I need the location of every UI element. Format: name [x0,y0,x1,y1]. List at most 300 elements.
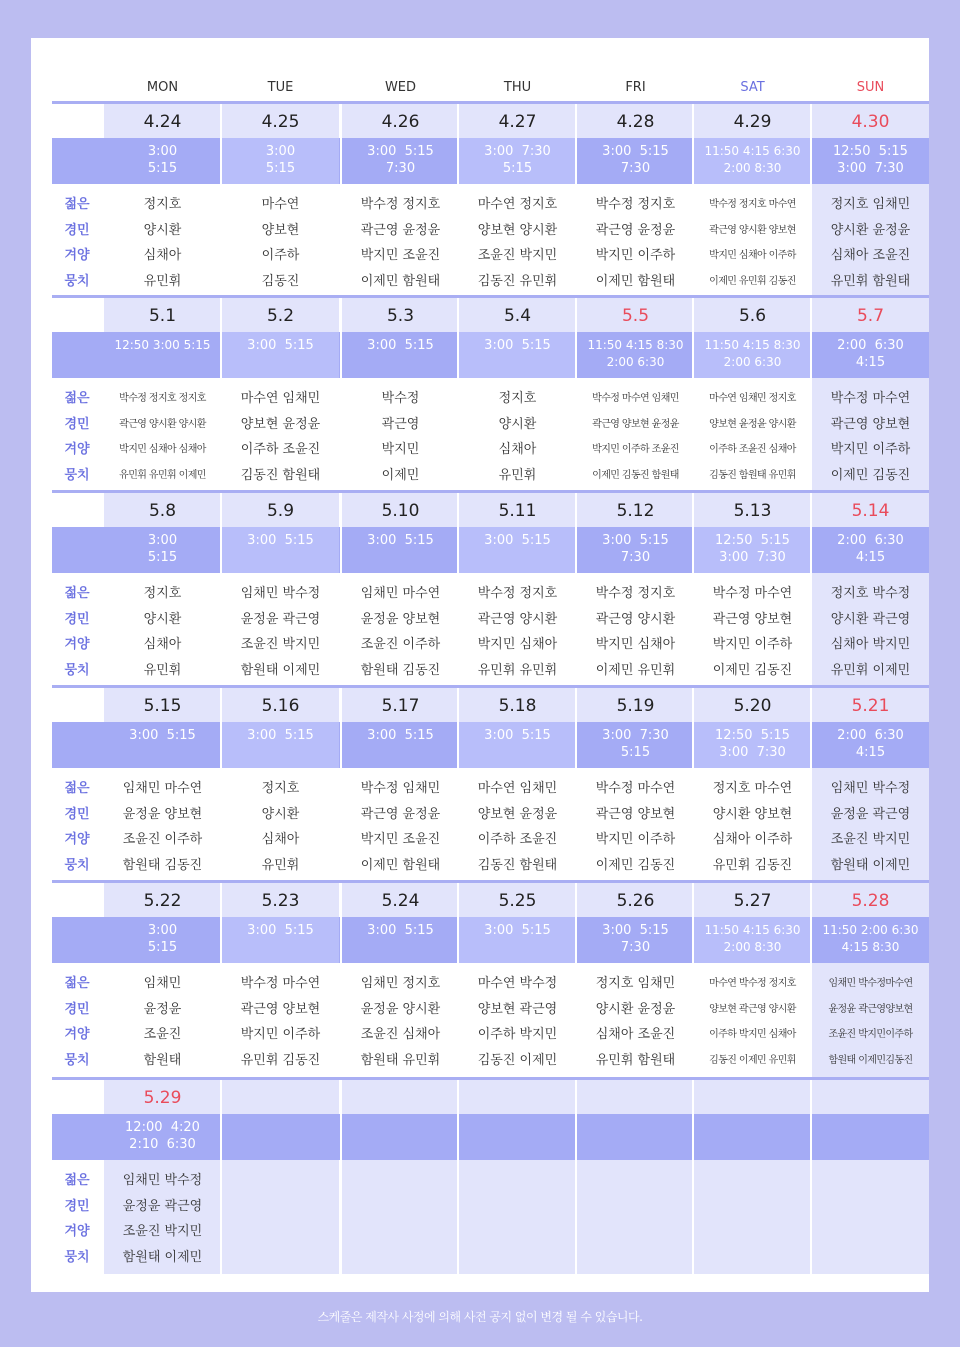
showtime-cell [459,917,576,963]
cast-entry: 이제민 김동진 [595,857,676,873]
cast-entry: 곽근영 [381,416,420,432]
column-divider [220,298,222,490]
column-divider [692,493,694,685]
showtime-cell [104,917,221,963]
column-divider [220,1080,222,1274]
showtime: 3:00 5:15 [602,144,669,159]
column-divider [575,298,577,490]
cast-entry: 마수연 정지호 [477,197,558,212]
cast-entry: 유민휘 김동진 [240,1052,321,1068]
cast-entry: 조윤진 박지민 [122,1224,203,1239]
cast-entry: 심채아 박지민 [830,637,911,652]
cast-entry: 마수연 임채민 [477,781,558,796]
showtime-cell [104,722,221,768]
showtime-cell [104,332,221,378]
cast-entry: 박지민 심채아 심채아 [119,444,206,455]
role-label: 겨양 [64,248,90,263]
showtime-cell [577,332,694,378]
showtime-cell [812,138,929,184]
showtime-cell [812,917,929,963]
role-label: 뭉치 [64,662,90,678]
cast-entry: 정지호 [261,781,300,796]
showtime-cell [694,138,811,184]
showtime-cell [222,917,339,963]
showtime: 5:15 [147,550,178,565]
showtime: 3:00 [147,144,178,159]
role-label: 겨양 [64,832,90,847]
showtime-cell [222,332,339,378]
column-divider [575,1080,577,1274]
day-header-fri: FRI [625,80,646,95]
showtime: 3:00 5:15 [367,144,434,159]
showtime: 3:00 5:15 [367,533,434,548]
cast-entry: 김동진 [261,273,300,289]
showtime: 3:00 5:15 [602,533,669,548]
cast-entry: 김동진 이제민 유민휘 [709,1054,796,1066]
column-divider [457,1080,459,1274]
column-divider [575,104,577,295]
showtime: 5:15 [147,940,178,955]
day-cell-bg [459,1080,576,1274]
cast-entry: 박수정 마수연 [595,781,676,796]
date-label: 5.10 [381,501,420,521]
showtime: 3:00 [147,923,178,938]
cast-entry: 곽근영 양보현 [830,416,911,432]
cast-entry: 이제민 함원태 [360,273,441,289]
showtime-cell [459,722,576,768]
date-label: 5.20 [733,696,772,716]
cast-entry: 윤정윤 곽근영양보현 [828,1003,913,1015]
cast-entry: 조윤진 박지민 [477,248,558,263]
date-label: 5.15 [143,696,182,716]
day-header-tue: TUE [267,80,294,95]
role-label: 겨양 [64,1027,90,1042]
cast-entry: 양보현 윤정윤 [240,416,321,432]
showtime: 3:00 7:30 [484,144,551,159]
cast-entry: 마수연 임채민 [240,391,321,406]
footer-notice: 스케줄은 제작사 사정에 의해 사전 공지 없이 변경 될 수 있습니다. [317,1310,643,1324]
cast-entry: 임채민 정지호 [360,976,441,991]
showtime-cell [812,722,929,768]
cast-entry: 심채아 조윤진 [595,1027,676,1042]
cast-entry: 유민휘 함원태 [830,273,911,289]
role-label: 경민 [64,222,90,238]
cast-entry: 윤정윤 곽근영 [830,806,911,822]
showtime: 2:00 6:30 [723,355,782,369]
date-label: 5.25 [498,891,537,911]
showtime: 3:00 5:15 [602,923,669,938]
showtime-cell [577,527,694,573]
cast-entry: 박지민 이주하 [595,248,676,263]
cast-entry: 함원태 이제민 [240,662,321,678]
role-label: 젊은 [64,976,90,991]
role-label: 겨양 [64,442,90,457]
date-label: 4.28 [616,112,655,132]
cast-entry: 양보현 [261,222,300,238]
cast-entry: 정지호 [143,586,182,601]
date-label: 4.25 [261,112,300,132]
date-label: 5.6 [738,306,767,326]
cast-entry: 임채민 [143,976,182,991]
cast-entry: 양보현 양시환 [477,222,558,238]
showtime-cell [812,332,929,378]
showtime: 7:30 [385,161,416,176]
showtime-cell [577,138,694,184]
cast-entry: 함원태 이제민김동진 [828,1054,913,1066]
cast-entry: 박지민 심채아 [595,637,676,652]
date-label: 5.23 [261,891,300,911]
column-divider [340,493,342,685]
role-label: 뭉치 [64,1052,90,1068]
column-divider [340,883,342,1077]
date-label: 4.24 [143,112,182,132]
column-divider [810,493,812,685]
date-label: 5.11 [498,501,537,521]
date-label: 5.27 [733,891,772,911]
showtime-cell [342,332,459,378]
showtime: 3:00 5:15 [367,923,434,938]
showtime: 3:00 5:15 [129,728,196,743]
showtime: 4:15 8:30 [841,940,900,954]
showtime: 3:00 5:15 [247,728,314,743]
cast-entry: 임채민 박수정마수연 [828,978,913,989]
cast-entry: 윤정윤 곽근영 [240,611,321,627]
role-label: 젊은 [64,197,90,212]
showtime-cell [459,527,576,573]
showtime: 3:00 7:30 [602,728,669,743]
cast-entry: 곽근영 양보현 윤정윤 [592,418,679,430]
column-divider [692,104,694,295]
date-label: 5.2 [266,306,295,326]
showtime: 7:30 [620,161,651,176]
showtime: 4:15 [855,355,886,370]
cast-entry: 양시환 윤정윤 [830,222,911,238]
date-label: 5.14 [851,501,890,521]
cast-entry: 유민휘 유민휘 이제민 [119,469,206,481]
cast-entry: 심채아 [261,832,300,847]
showtime: 2:00 6:30 [837,533,904,548]
showtime: 12:50 5:15 [833,144,908,159]
cast-entry: 함원태 이제민 [122,1249,203,1265]
cast-entry: 곽근영 윤정윤 [360,222,441,238]
cast-entry: 이주하 조윤진 [240,442,321,457]
role-label: 뭉치 [64,467,90,483]
cast-entry: 곽근영 양보현 [712,611,793,627]
cast-entry: 박수정 임채민 [360,781,441,796]
showtime-cell [694,722,811,768]
showtime-cell [812,527,929,573]
date-label: 5.18 [498,696,537,716]
cast-entry: 박수정 정지호 [360,197,441,212]
showtime: 2:10 6:30 [129,1137,196,1152]
column-divider [692,1080,694,1274]
cast-entry: 조윤진 박지민 [830,832,911,847]
cast-entry: 심채아 [143,637,182,652]
date-label: 5.29 [143,1088,182,1108]
cast-entry: 곽근영 양시환 [595,611,676,627]
column-divider [810,1080,812,1274]
cast-entry: 박지민 이주하 [240,1027,321,1042]
cast-entry: 정지호 박수정 [830,586,911,601]
role-label: 뭉치 [64,857,90,873]
showtime: 4:15 [855,550,886,565]
column-divider [692,688,694,880]
showtime: 12:00 4:20 [125,1120,200,1135]
cast-entry: 함원태 김동진 [122,857,203,873]
column-divider [575,688,577,880]
showtime: 11:50 4:15 8:30 [704,338,801,352]
showtime-cell [459,332,576,378]
column-divider [810,883,812,1077]
date-label: 4.26 [381,112,420,132]
cast-entry: 양시환 곽근영 [830,611,911,627]
day-cell-bg [577,1080,694,1274]
date-label: 5.1 [148,306,177,326]
showtime: 3:00 [147,533,178,548]
showtime: 3:00 7:30 [719,550,786,565]
date-label: 5.13 [733,501,772,521]
showtime: 12:50 3:00 5:15 [114,338,211,352]
showtime: 3:00 [265,144,296,159]
day-header-wed: WED [384,80,417,95]
column-divider [575,883,577,1077]
role-label: 젊은 [64,586,90,601]
cast-entry: 박지민 이주하 [712,637,793,652]
showtime: 5:15 [502,161,533,176]
showtime-cell [342,917,459,963]
cast-entry: 조윤진 이주하 [122,832,203,847]
role-label: 겨양 [64,1224,90,1239]
cast-entry: 유민휘 김동진 [712,857,793,873]
cast-entry: 유민휘 이제민 [830,662,911,678]
cast-entry: 조윤진 박지민이주하 [828,1029,913,1040]
cast-entry: 마수연 임채민 정지호 [709,393,796,404]
showtime-cell [222,722,339,768]
date-label: 5.22 [143,891,182,911]
cast-entry: 함원태 김동진 [360,662,441,678]
cast-entry: 정지호 [143,197,182,212]
day-cell-bg [342,1080,459,1274]
cast-entry: 박지민 이주하 조윤진 [592,444,679,455]
cast-entry: 조윤진 [143,1027,182,1042]
cast-entry: 박수정 정지호 [595,586,676,601]
column-divider [457,688,459,880]
showtime-cell [694,527,811,573]
date-label: 5.21 [851,696,890,716]
role-label: 경민 [64,611,90,627]
showtime-cell [342,138,459,184]
cast-entry: 박수정 마수연 [830,391,911,406]
cast-entry: 정지호 임채민 [595,976,676,991]
cast-entry: 양보현 윤정윤 [477,806,558,822]
column-divider [340,1080,342,1274]
cast-entry: 임채민 박수정 [240,586,321,601]
showtime: 5:15 [147,161,178,176]
date-label: 4.30 [851,112,890,132]
role-label: 경민 [64,1198,90,1214]
cast-entry: 박수정 정지호 마수연 [709,199,796,210]
cast-entry: 양시환 윤정윤 [595,1001,676,1017]
cast-entry: 김동진 함원태 유민휘 [709,469,796,481]
cast-entry: 마수연 [261,197,300,212]
cast-entry: 곽근영 양보현 [240,1001,321,1017]
cast-entry: 양시환 [143,222,182,238]
showtime: 3:00 7:30 [837,161,904,176]
role-label: 경민 [64,1001,90,1017]
cast-entry: 정지호 마수연 [712,781,793,796]
cast-entry: 함원태 [143,1052,182,1068]
cast-entry: 유민휘 [498,467,537,483]
cast-entry: 곽근영 윤정윤 [595,222,676,238]
cast-entry: 조윤진 이주하 [360,637,441,652]
date-label: 4.29 [733,112,772,132]
cast-entry: 이제민 김동진 함원태 [592,469,679,481]
cast-entry: 이주하 박지민 심채아 [709,1029,796,1040]
cast-entry: 이주하 박지민 [477,1027,558,1042]
date-label: 5.5 [621,306,650,326]
showtime: 2:00 6:30 [837,728,904,743]
cast-entry: 양시환 [498,416,537,432]
cast-entry: 정지호 [498,391,537,406]
cast-entry: 심채아 이주하 [712,832,793,847]
cast-entry: 곽근영 양시환 양시환 [119,418,206,430]
cast-entry: 박수정 정지호 [595,197,676,212]
showtime: 11:50 2:00 6:30 [822,923,919,937]
cast-entry: 윤정윤 곽근영 [122,1198,203,1214]
date-label: 5.7 [856,306,885,326]
showtime: 12:50 5:15 [715,533,790,548]
cast-entry: 김동진 이제민 [477,1052,558,1068]
date-label: 5.12 [616,501,655,521]
column-divider [220,493,222,685]
column-divider [692,883,694,1077]
showtime: 3:00 5:15 [484,533,551,548]
cast-entry: 윤정윤 양보현 [122,806,203,822]
cast-entry: 박수정 마수연 [712,586,793,601]
date-label: 5.8 [148,501,177,521]
cast-entry: 유민휘 유민휘 [477,662,558,678]
showtime: 7:30 [620,550,651,565]
cast-entry: 마수연 박수정 [477,976,558,991]
cast-entry: 박지민 [381,442,420,457]
cast-entry: 이주하 [261,248,300,263]
showtime: 2:00 8:30 [723,940,782,954]
cast-entry: 김동진 함원태 [240,467,321,483]
showtime: 3:00 5:15 [247,923,314,938]
column-divider [457,493,459,685]
day-cell-bg [222,1080,339,1274]
cast-entry: 함원태 이제민 [830,857,911,873]
showtime-cell [222,138,339,184]
cast-entry: 김동진 함원태 [477,857,558,873]
date-label: 4.27 [498,112,537,132]
cast-entry: 곽근영 양시환 양보현 [709,224,796,236]
column-divider [220,883,222,1077]
role-label: 겨양 [64,637,90,652]
cast-entry: 윤정윤 양보현 [360,611,441,627]
day-header-sat: SAT [740,80,765,95]
cast-entry: 조윤진 심채아 [360,1027,441,1042]
role-label: 젊은 [64,391,90,406]
column-divider [457,883,459,1077]
showtime-cell [104,138,221,184]
day-cell-bg [694,1080,811,1274]
date-label: 5.4 [503,306,532,326]
cast-entry: 양시환 [261,806,300,822]
date-label: 5.17 [381,696,420,716]
cast-entry: 곽근영 양시환 [477,611,558,627]
showtime: 3:00 5:15 [484,923,551,938]
cast-entry: 유민휘 [143,273,182,289]
showtime: 11:50 4:15 6:30 [704,144,801,158]
showtime: 2:00 6:30 [606,355,665,369]
showtime-cell [694,332,811,378]
cast-entry: 임채민 박수정 [122,1173,203,1188]
column-divider [340,104,342,295]
column-divider [810,298,812,490]
cast-entry: 마수연 박수정 정지호 [709,978,796,989]
showtime: 5:15 [265,161,296,176]
cast-entry: 임채민 마수연 [360,586,441,601]
cast-entry: 이제민 유민휘 [595,662,676,678]
showtime: 3:00 5:15 [247,533,314,548]
cast-entry: 유민휘 [143,662,182,678]
cast-entry: 이제민 유민휘 김동진 [709,275,796,287]
date-label: 5.9 [266,501,295,521]
role-label: 경민 [64,416,90,432]
cast-entry: 이주하 조윤진 심채아 [709,444,796,455]
date-label: 5.28 [851,891,890,911]
cast-entry: 박수정 마수연 [240,976,321,991]
cast-entry: 박지민 조윤진 [360,832,441,847]
role-label: 뭉치 [64,1249,90,1265]
cast-entry: 윤정윤 양시환 [360,1001,441,1017]
column-divider [220,688,222,880]
date-label: 5.19 [616,696,655,716]
cast-entry: 이주하 조윤진 [477,832,558,847]
column-divider [810,688,812,880]
column-divider [692,298,694,490]
showtime: 3:00 5:15 [484,728,551,743]
cast-entry: 이제민 함원태 [360,857,441,873]
cast-entry: 양보현 곽근영 [477,1001,558,1017]
cast-entry: 이제민 김동진 [712,662,793,678]
cast-entry: 박지민 심채아 이주하 [709,250,796,261]
date-label: 5.3 [386,306,415,326]
cast-entry: 양시환 양보현 [712,806,793,822]
cast-entry: 곽근영 윤정윤 [360,806,441,822]
cast-entry: 박지민 이주하 [830,442,911,457]
cast-entry: 조윤진 박지민 [240,637,321,652]
cast-entry: 윤정윤 [143,1001,182,1017]
date-label: 5.26 [616,891,655,911]
showtime: 12:50 5:15 [715,728,790,743]
role-label: 젊은 [64,1173,90,1188]
role-label: 뭉치 [64,273,90,289]
column-divider [457,104,459,295]
column-divider [810,104,812,295]
column-divider [575,493,577,685]
column-divider [340,688,342,880]
day-header-sun: SUN [856,80,885,95]
showtime: 5:15 [620,745,651,760]
cast-entry: 김동진 유민휘 [477,273,558,289]
date-label: 5.24 [381,891,420,911]
showtime: 11:50 4:15 8:30 [587,338,684,352]
showtime: 3:00 5:15 [484,338,551,353]
role-label: 젊은 [64,781,90,796]
showtime-cell [577,917,694,963]
